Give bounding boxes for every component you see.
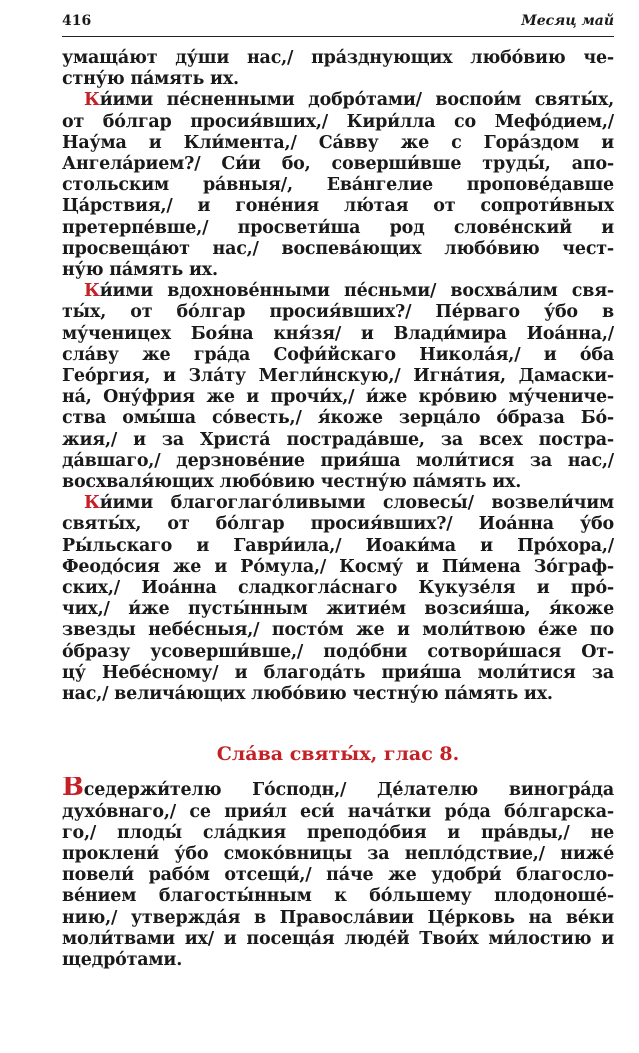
running-title: Месяц май bbox=[521, 13, 614, 29]
line-text: умаща́ют ду́ши нас,/ пра́зднующих любо́вию че- bbox=[62, 48, 614, 68]
line-text: Нау́ма и Кли́мента,/ Са́вву же с Гора́здом и bbox=[62, 132, 614, 153]
line-text: просвеща́ют нас,/ воспева́ющих любо́вию чест- bbox=[62, 238, 614, 259]
text-line bbox=[62, 557, 614, 578]
text-line bbox=[62, 112, 614, 133]
line-text: от бо́лгар просия́вших,/ Кири́лла со Мефо́дием,/ bbox=[62, 111, 614, 132]
line-text: моли́твами их/ и посеща́я люде́й Твои́х ми́лостию и bbox=[62, 928, 614, 949]
line-text: седержи́телю Го́сподн,/ Де́лателю виногра́да bbox=[83, 780, 614, 801]
line-text: и́ими вдохнове́нными пе́сньми/ восхва́лим свя- bbox=[99, 281, 614, 302]
line-text: и́ими пе́сненными добро́тами/ воспои́м святы́х, bbox=[99, 90, 614, 111]
line-text: восхваля́ющих любо́вию честну́ю па́мять их. bbox=[62, 472, 522, 493]
page-header bbox=[62, 10, 614, 37]
text-line bbox=[62, 908, 614, 929]
text-line bbox=[62, 599, 614, 620]
line-text: да́вшаго,/ дерзнове́ние прия́ша моли́тися за нас,/ bbox=[62, 450, 614, 471]
text-line bbox=[62, 90, 614, 111]
text-line bbox=[62, 154, 614, 175]
page-body bbox=[62, 48, 614, 971]
line-text: стну́ю па́мять их. bbox=[62, 69, 239, 90]
line-text: и́ими благоглаго́ливыми словесы́/ возвели́чим bbox=[99, 493, 614, 514]
initial-letter: В bbox=[62, 777, 84, 802]
line-text: духо́внаго,/ се прия́л еси́ нача́тки ро́да бо́лгарска- bbox=[62, 801, 614, 822]
line-text: звезды небе́сныя,/ посто́м же и моли́твою е́же по bbox=[62, 620, 614, 641]
text-line bbox=[62, 472, 614, 493]
text-line bbox=[62, 260, 614, 281]
initial-letter: К bbox=[84, 281, 100, 302]
stichera-list bbox=[62, 48, 614, 705]
text-line bbox=[62, 239, 614, 260]
text-line bbox=[62, 578, 614, 599]
line-text: Ры́льскаго и Гаври́ила,/ Иоаки́ма и Про́хора,/ bbox=[62, 535, 614, 556]
line-text: на́, Ону́фрия же и прочи́х,/ и́же кро́вию му́чениче- bbox=[62, 387, 614, 408]
line-text: нию,/ утвержда́я в Правосла́вии Це́рковь на ве́ки bbox=[62, 907, 614, 928]
line-text: сла́ву же гра́да Софи́йскаго Никола́я,/ и о́ба bbox=[62, 344, 614, 365]
final-stichera bbox=[62, 777, 614, 971]
text-line bbox=[62, 451, 614, 472]
text-line bbox=[62, 514, 614, 535]
line-text: го,/ плоды́ сла́дкия преподо́бия и пра́вды,/ не bbox=[62, 822, 614, 843]
text-line bbox=[62, 950, 614, 971]
line-text: нас,/ велича́ющих любо́вию честну́ю па́мять их. bbox=[62, 684, 553, 705]
text-line bbox=[62, 844, 614, 865]
line-text: претерпе́вше,/ просвети́ша род слове́нский и bbox=[62, 217, 614, 238]
text-line bbox=[62, 777, 614, 801]
text-line bbox=[62, 536, 614, 557]
line-text: Гео́ргия, и Зла́ту Мегли́нскую,/ Игна́тия, Дамаски- bbox=[62, 366, 614, 387]
stichera-paragraph bbox=[62, 48, 614, 90]
text-line bbox=[62, 929, 614, 950]
text-line bbox=[62, 408, 614, 429]
line-text: стольским ра́вныя/, Ева́нгелие пропове́давше bbox=[62, 175, 614, 196]
line-text: ских,/ Иоа́нна сладкогла́снаго Кукузе́ля и про́- bbox=[62, 578, 614, 599]
text-line bbox=[62, 387, 614, 408]
line-text: о́бразу усоверши́вше,/ подо́бни сотвори́шася От- bbox=[62, 641, 614, 662]
text-line bbox=[62, 823, 614, 844]
text-line bbox=[62, 802, 614, 823]
stichera-paragraph bbox=[62, 493, 614, 705]
line-text: ве́нием благосты́нным к бо́льшему плодоноше́- bbox=[62, 886, 614, 907]
text-line bbox=[62, 345, 614, 366]
line-text: святы́х, от бо́лгар просия́вших?/ Иоа́нна у́бо bbox=[62, 514, 614, 535]
stichera-paragraph bbox=[62, 90, 614, 281]
page-number: 416 bbox=[62, 13, 92, 29]
line-text: ты́х, от бо́лгар просия́вших?/ Пе́рваго у́бо в bbox=[62, 302, 614, 323]
text-line bbox=[62, 218, 614, 239]
initial-letter: К bbox=[84, 493, 100, 514]
text-line bbox=[62, 663, 614, 684]
line-text: Ангела́рием?/ Си́и бо, соверши́вше труды́, апо- bbox=[62, 154, 614, 175]
line-text: щедро́тами. bbox=[62, 949, 183, 970]
initial-letter: К bbox=[84, 90, 100, 111]
text-line bbox=[62, 865, 614, 886]
line-text: ства омы́ша со́весть,/ я́коже зерца́ло о́браза Бо́- bbox=[62, 408, 614, 429]
text-line bbox=[62, 430, 614, 451]
line-text: чих,/ и́же пусты́нным житие́м возсия́ша, я́коже bbox=[62, 599, 614, 620]
text-line bbox=[62, 684, 614, 705]
text-line bbox=[62, 324, 614, 345]
stichera-paragraph bbox=[62, 281, 614, 493]
line-text: повели́ рабо́м отсещи́,/ па́че же удобри́ благосло- bbox=[62, 865, 614, 886]
text-line bbox=[62, 366, 614, 387]
text-line bbox=[62, 281, 614, 302]
line-text: Ца́рствия,/ и гоне́ния лю́тая от сопроти́вных bbox=[62, 196, 614, 217]
text-line bbox=[62, 886, 614, 907]
line-text: жия,/ и за Христа́ пострада́вше, за всех постра- bbox=[62, 429, 614, 450]
text-line bbox=[62, 175, 614, 196]
text-line bbox=[62, 642, 614, 663]
text-line bbox=[62, 133, 614, 154]
line-text: цу́ Небе́сному/ и благода́ть прия́ша моли́тися за bbox=[62, 662, 614, 683]
line-text: му́ченицех Боя́на кня́зя/ и Влади́мира Иоа́нна,/ bbox=[62, 323, 614, 344]
text-line bbox=[62, 196, 614, 217]
line-text: проклени́ у́бо смоко́вницы за непло́дствие,/ ниже́ bbox=[62, 843, 614, 864]
final-paragraph bbox=[62, 777, 614, 971]
text-line bbox=[62, 69, 614, 90]
text-line bbox=[62, 493, 614, 514]
text-line bbox=[62, 302, 614, 323]
line-text: ну́ю па́мять их. bbox=[62, 260, 218, 281]
text-line bbox=[62, 48, 614, 69]
line-text: Феодо́сия же и Ро́мула,/ Косму́ и Пи́мена Зо́граф- bbox=[62, 556, 614, 577]
text-line bbox=[62, 620, 614, 641]
section-heading: Сла́ва святы́х, глас 8. bbox=[216, 743, 460, 766]
